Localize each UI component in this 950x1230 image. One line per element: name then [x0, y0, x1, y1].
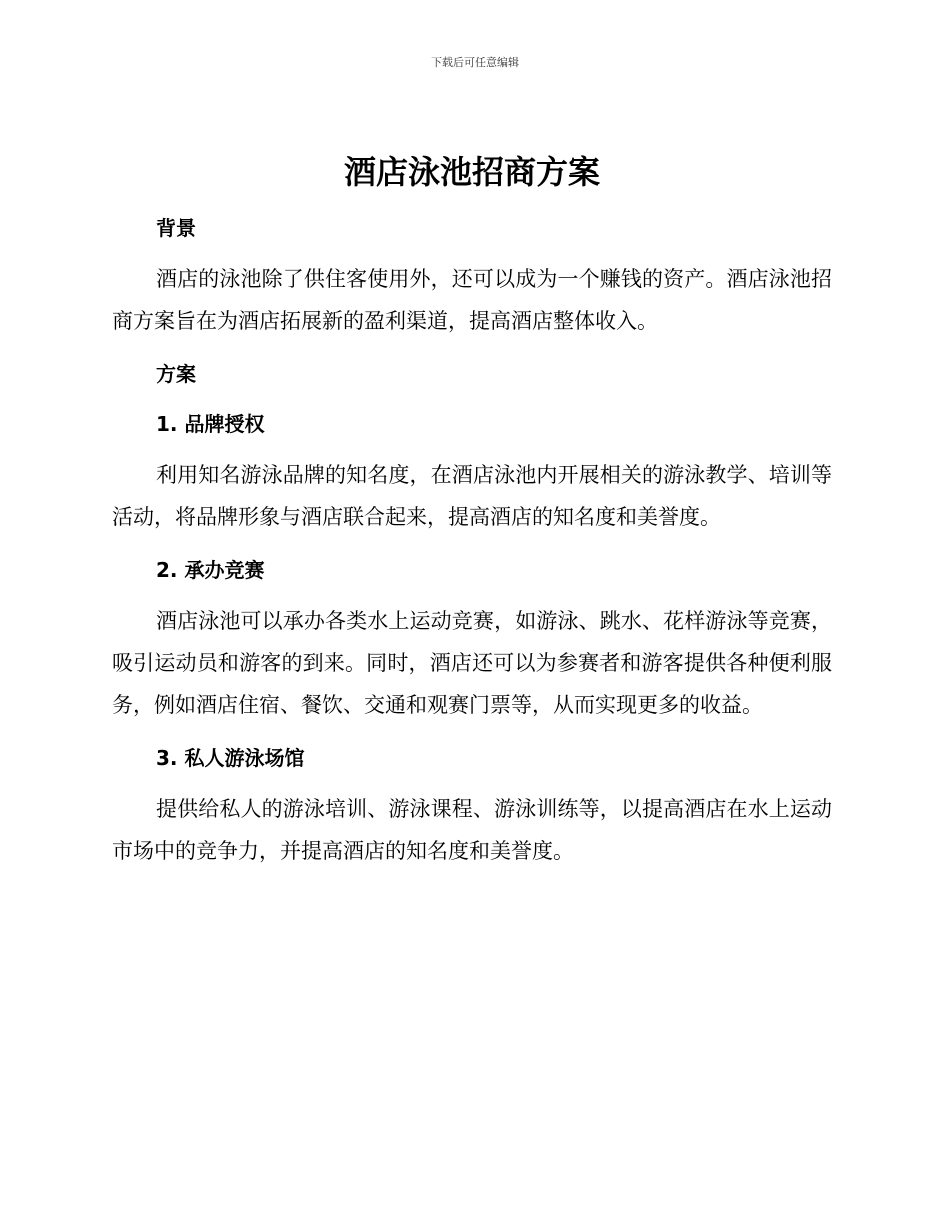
- spacer: [112, 442, 832, 454]
- item2-heading: 2. 承办竞赛: [156, 558, 265, 582]
- document-title: 酒店泳池招商方案: [343, 153, 600, 191]
- item1-heading: 1. 品牌授权: [156, 412, 265, 436]
- plan-heading: 方案: [156, 362, 196, 386]
- spacer: [112, 392, 832, 406]
- item3-paragraph: 提供给私人的游泳培训、游泳课程、游泳训练等，以提高酒店在水上运动市场中的竞争力，并提高酒店的知名度和美誉度。: [112, 797, 832, 863]
- spacer: [112, 588, 832, 600]
- background-heading: 背景: [156, 216, 196, 240]
- header-note: 下载后可任意编辑: [431, 56, 519, 69]
- item1-paragraph: 利用知名游泳品牌的知名度，在酒店泳池内开展相关的游泳教学、培训等活动，将品牌形象与酒店联合起来，提高酒店的知名度和美誉度。: [112, 463, 832, 529]
- spacer: [112, 726, 832, 740]
- document-body: [112, 146, 832, 872]
- spacer: [112, 342, 832, 356]
- background-paragraph: 酒店的泳池除了供住客使用外，还可以成为一个赚钱的资产。酒店泳池招商方案旨在为酒店拓展新的盈利渠道，提高酒店整体收入。: [112, 267, 832, 333]
- item2-paragraph: 酒店泳池可以承办各类水上运动竞赛，如游泳、跳水、花样游泳等竞赛，吸引运动员和游客的到来。同时，酒店还可以为参赛者和游客提供各种便利服务，例如酒店住宿、餐饮、交通和观赛门票等，从而实现更多的收益。: [112, 609, 832, 717]
- spacer: [112, 246, 832, 258]
- item3-heading: 3. 私人游泳场馆: [156, 746, 305, 770]
- spacer: [112, 538, 832, 552]
- spacer: [112, 776, 832, 788]
